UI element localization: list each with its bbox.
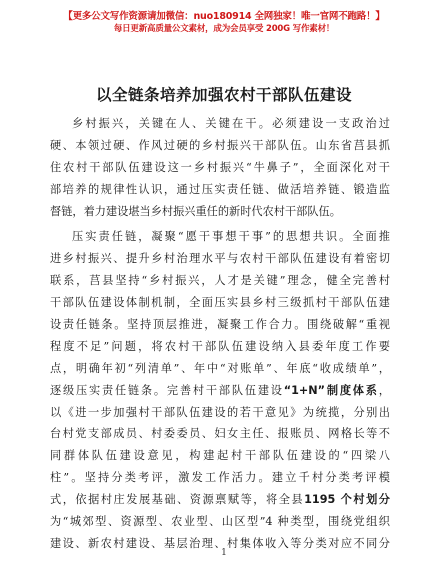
document-title: 以全链条培养加强农村干部队伍建设 <box>95 86 352 104</box>
body-line: 为“城郊型、资源型、农业型、山区型”4 种类型，围绕党组织 <box>50 515 390 529</box>
body-line: 以《进一步加强村干部队伍建设的若干意见》为统揽，分别出 <box>50 405 390 419</box>
highlighted-text: “1+N”制度体系 <box>283 383 379 397</box>
document-body <box>50 113 390 555</box>
body-line: 台村党支部成员、村委委员、妇女主任、报账员、网格长等不 <box>50 427 390 441</box>
body-line: 柱”。坚持分类考评，激发工作活力。建立千村分类考评模 <box>50 471 390 485</box>
body-line <box>50 380 390 402</box>
body-line: 设责任链条。坚持顶层推进，凝聚工作合力。围绕破解“重视 <box>50 318 390 332</box>
body-line: 压实责任链，凝聚“愿干事想干事”的思想共识。全面推 <box>72 230 390 244</box>
banner-contact-line: 【更多公文写作资源请加微信：nuo180914 全网独家！唯一官网不跑路！】 <box>63 11 385 22</box>
banner-promo-line: 每日更新高质量公文素材，成为会员享受 200G 写作素材！ <box>113 24 335 34</box>
body-line: 干部队伍建设体制机制，全面压实县乡村三级抓村干部队伍建 <box>50 296 390 310</box>
body-line: 联系，莒县坚持“乡村振兴，人才是关键”理念，健全完善村 <box>50 274 390 288</box>
body-line: 督链，着力建设堪当乡村振兴重任的新时代农村干部队伍。 <box>50 204 341 218</box>
body-line: 同群体队伍建设意见，构建起村干部队伍建设的“四梁八 <box>50 449 390 463</box>
body-line: 硬、本领过硬、作风过硬的乡村振兴干部队伍。山东省莒县抓 <box>50 138 390 152</box>
body-text: 式，依据村庄发展基础、资源禀赋等，将全县 <box>50 493 305 507</box>
body-line: 乡村振兴，关键在人、关键在干。必须建设一支政治过 <box>72 117 390 130</box>
body-line: 进乡村振兴、提升乡村治理水平与农村干部队伍建设有着密切 <box>50 252 390 266</box>
highlighted-text: 1195 个村划分 <box>304 493 390 507</box>
page-number: 1 <box>221 548 227 558</box>
body-text: ， <box>378 383 390 397</box>
body-line: 部培养的规律性认识，通过压实责任链、做活培养链、锻造监 <box>50 182 390 196</box>
body-line: 建设、新农村建设、基层治理、村集体收入等分类对应不同分 <box>50 536 390 550</box>
body-line: 住农村干部队伍建设这一乡村振兴“牛鼻子”，全面深化对干 <box>50 160 390 174</box>
body-line: 点，明确年初“列清单”、年中“对账单”、年底“收成绩单”， <box>50 361 390 375</box>
body-line: 程度不足”问题，将农村干部队伍建设纳入县委年度工作要 <box>50 339 390 353</box>
header-banner <box>0 10 448 35</box>
body-text: 逐级压实责任链条。完善村干部队伍建设 <box>50 383 284 397</box>
body-line <box>50 489 390 511</box>
